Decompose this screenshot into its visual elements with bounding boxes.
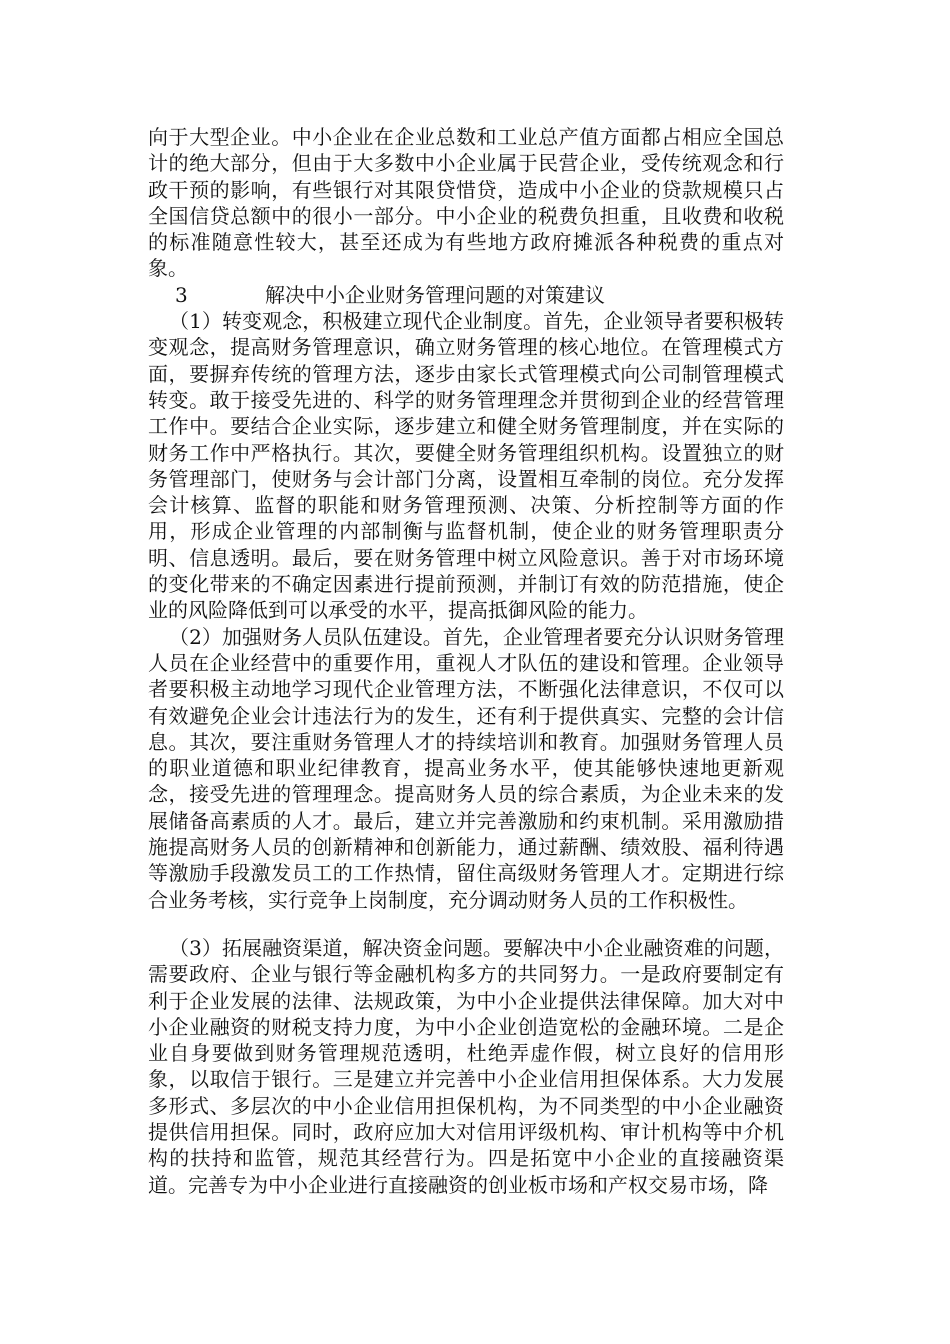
paragraph-spacer xyxy=(148,913,784,935)
section-title: 解决中小企业财务管理问题的对策建议 xyxy=(265,282,605,307)
body-paragraph: （1）转变观念，积极建立现代企业制度。首先，企业领导者要积极转变观念，提高财务管理意识，确立财务管理的核心地位。在管理模式方面，要摒弃传统的管理方法，逐步由家长式管理模式向公司制管理模式转变。敢于接受先进的、科学的财务管理理念并贯彻到企业的经营管理工作中。要结合企业实际，逐步建立和健全财务管理制度，并在实际的财务工作中严格执行。其次，要健全财务管理组织机构。设置独立的财务管理部门，使财务与会计部门分离，设置相互牵制的岗位。充分发挥会计核算、监督的职能和财务管理预测、决策、分析控制等方面的作用，形成企业管理的内部制衡与监督机制，使企业的财务管理职责分明、信息透明。最后，要在财务管理中树立风险意识。善于对市场环境的变化带来的不确定因素进行提前预测，并制订有效的防范措施，使企业的风险降低到可以承受的水平，提高抵御风险的能力。 xyxy=(148,309,784,623)
body-paragraph: （3）拓展融资渠道，解决资金问题。要解决中小企业融资难的问题，需要政府、企业与银行等金融机构多方的共同努力。一是政府要制定有利于企业发展的法律、法规政策，为中小企业提供法律保障。加大对中小企业融资的财税支持力度，为中小企业创造宽松的金融环境。二是企业自身要做到财务管理规范透明，杜绝弄虚作假，树立良好的信用形象，以取信于银行。三是建立并完善中小企业信用担保体系。大力发展多形式、多层次的中小企业信用担保机构，为不同类型的中小企业融资提供信用担保。同时，政府应加大对信用评级机构、审计机构等中介机构的扶持和监管，规范其经营行为。四是拓宽中小企业的直接融资渠道。完善专为中小企业进行直接融资的创业板市场和产权交易市场，降 xyxy=(148,935,784,1197)
body-paragraph: （2）加强财务人员队伍建设。首先，企业管理者要充分认识财务管理人员在企业经营中的重要作用，重视人才队伍的建设和管理。企业领导者要积极主动地学习现代企业管理方法，不断强化法律意识，不仅可以有效避免企业会计违法行为的发生，还有利于提供真实、完整的会计信息。其次，要注重财务管理人才的持续培训和教育。加强财务管理人员的职业道德和职业纪律教育，提高业务水平，使其能够快速地更新观念，接受先进的管理理念。提高财务人员的综合素质，为企业未来的发展储备高素质的人才。最后，建立并完善激励和约束机制。采用激励措施提高财务人员的创新精神和创新能力，通过薪酬、绩效股、福利待遇等激励手段激发员工的工作热情，留住高级财务管理人才。定期进行综合业务考核，实行竞争上岗制度，充分调动财务人员的工作积极性。 xyxy=(148,624,784,912)
body-paragraph: 向于大型企业。中小企业在企业总数和工业总产值方面都占相应全国总计的绝大部分，但由于大多数中小企业属于民营企业，受传统观念和行政干预的影响，有些银行对其限贷惜贷，造成中小企业的贷款规模只占全国信贷总额中的很小一部分。中小企业的税费负担重，且收费和收税的标准随意性较大，甚至还成为有些地方政府摊派各种税费的重点对象。 xyxy=(148,125,784,281)
section-number: 3 xyxy=(175,282,188,307)
document-page xyxy=(148,124,784,1198)
section-heading xyxy=(148,282,784,308)
